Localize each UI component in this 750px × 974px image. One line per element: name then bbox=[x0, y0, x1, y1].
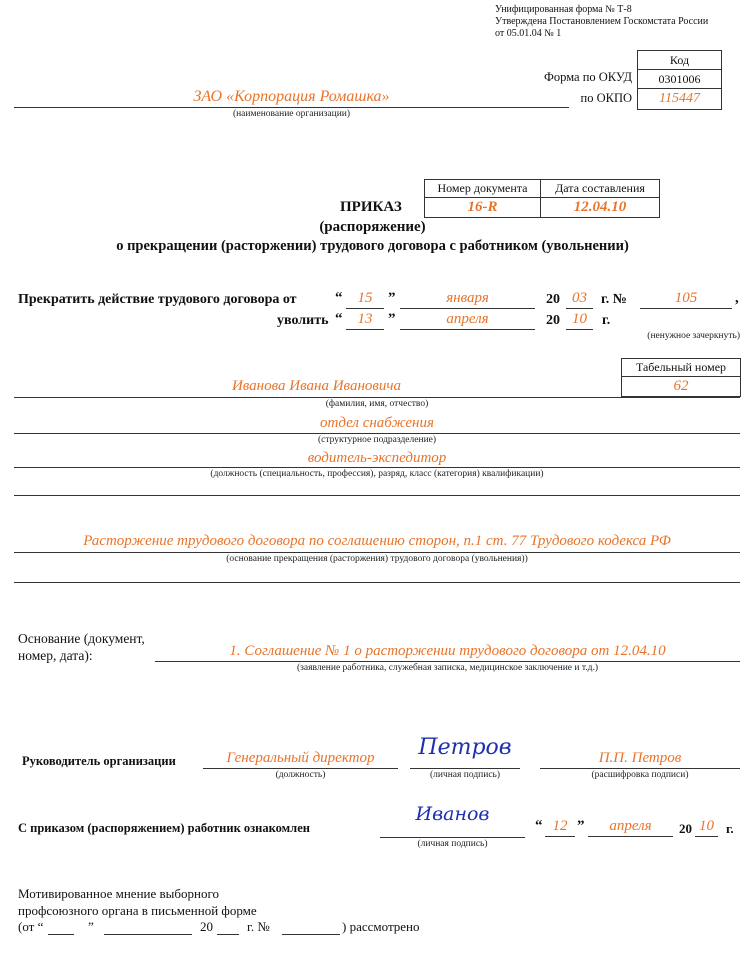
employee-position: водитель-экспедитор bbox=[307, 450, 447, 466]
head-position: Генеральный директор bbox=[226, 750, 375, 766]
union-line3-b: ” bbox=[88, 919, 94, 934]
union-line3-a: (от “ bbox=[18, 919, 44, 934]
tab-number-value: 62 bbox=[622, 377, 741, 397]
termination-ground: Расторжение трудового договора по соглашению сторон, п.1 ст. 77 Трудового кодекса РФ bbox=[83, 533, 671, 549]
contract-number: 105 bbox=[674, 290, 698, 306]
fio-caption: (фамилия, имя, отчество) bbox=[325, 399, 429, 409]
acquainted-label: С приказом (распоряжением) работник ознакомлен bbox=[18, 821, 310, 835]
organization-line bbox=[14, 107, 569, 108]
head-decoding-caption: (расшифровка подписи) bbox=[591, 770, 689, 780]
extra-line bbox=[14, 495, 740, 496]
basis-caption: (заявление работника, служебная записка, медицинское заключение и т.д.) bbox=[296, 663, 599, 673]
organization-caption: (наименование организации) bbox=[232, 109, 351, 119]
acquainted-month-line bbox=[588, 836, 673, 837]
employee-fio: Иванова Ивана Ивановича bbox=[231, 378, 402, 394]
strike-note: (ненужное зачеркнуть) bbox=[647, 331, 740, 341]
rq1: ” bbox=[388, 290, 396, 306]
head-signature-caption: (личная подпись) bbox=[429, 770, 501, 780]
union-year-line bbox=[217, 934, 239, 935]
union-block bbox=[18, 885, 257, 919]
basis-label-line2: номер, дата): bbox=[18, 648, 93, 663]
basis-document: 1. Соглашение № 1 о расторжении трудового договора от 12.04.10 bbox=[229, 643, 666, 659]
head-decoding-line bbox=[540, 768, 740, 769]
g2-label: г. bbox=[602, 313, 611, 328]
acquainted-day: 12 bbox=[552, 818, 568, 834]
union-line3-e: ) рассмотрено bbox=[342, 919, 420, 934]
doc-number-header: Номер документа bbox=[425, 180, 541, 198]
fio-line bbox=[14, 397, 740, 398]
contract-number-line bbox=[640, 308, 732, 309]
lq2: “ bbox=[335, 311, 343, 327]
dismiss-day-line bbox=[346, 329, 384, 330]
comma: , bbox=[735, 290, 739, 306]
kod-header: Код bbox=[638, 51, 722, 70]
okpo-value: 115447 bbox=[638, 89, 722, 110]
acquainted-month: апреля bbox=[609, 818, 652, 834]
head-position-caption: (должность) bbox=[275, 770, 326, 780]
head-label: Руководитель организации bbox=[22, 754, 176, 768]
department-caption: (структурное подразделение) bbox=[317, 435, 437, 445]
basis-label bbox=[18, 630, 145, 664]
form-header-line1: Унифицированная форма № Т-8 bbox=[495, 4, 632, 15]
order-subject: о прекращении (расторжении) трудового договора с работником (увольнении) bbox=[116, 238, 629, 254]
head-decoding: П.П. Петров bbox=[598, 750, 682, 766]
doc-date-header: Дата составления bbox=[541, 180, 660, 198]
doc-number-value: 16-R bbox=[425, 198, 541, 218]
employee-signature-caption: (личная подпись) bbox=[417, 839, 488, 849]
dismiss-month: апреля bbox=[446, 311, 489, 327]
year-prefix2: 20 bbox=[546, 313, 560, 328]
contract-year: 03 bbox=[572, 290, 587, 306]
basis-line bbox=[155, 661, 740, 662]
terminate-label: Прекратить действие трудового договора от bbox=[18, 292, 297, 307]
form-header-line3: от 05.01.04 № 1 bbox=[495, 28, 562, 39]
document-table bbox=[424, 179, 660, 218]
acquainted-year-line bbox=[695, 836, 718, 837]
dismiss-year-line bbox=[566, 329, 593, 330]
head-signature: Петров bbox=[418, 735, 512, 760]
employee-department: отдел снабжения bbox=[320, 415, 434, 431]
ground-line bbox=[14, 552, 740, 553]
basis-label-line1: Основание (документ, bbox=[18, 631, 145, 646]
okud-label: Форма по ОКУД bbox=[544, 70, 632, 84]
ground-extra-line bbox=[14, 582, 740, 583]
contract-year-line bbox=[566, 308, 593, 309]
dismiss-year: 10 bbox=[572, 311, 587, 327]
lq1: “ bbox=[335, 290, 343, 306]
head-signature-line bbox=[410, 768, 520, 769]
union-month-line bbox=[104, 934, 192, 935]
union-line3-d: г. № bbox=[247, 919, 270, 934]
contract-day-line bbox=[346, 308, 384, 309]
tab-number-header: Табельный номер bbox=[622, 359, 741, 377]
contract-day: 15 bbox=[357, 290, 373, 306]
rasp-title: (распоряжение) bbox=[319, 219, 426, 235]
organization-name: ЗАО «Корпорация Ромашка» bbox=[193, 88, 390, 105]
prikaz-title: ПРИКАЗ bbox=[340, 199, 402, 215]
union-line1: Мотивированное мнение выборного bbox=[18, 886, 219, 901]
acq-rq: ” bbox=[577, 818, 585, 834]
year-prefix1: 20 bbox=[546, 292, 560, 307]
form-header bbox=[495, 4, 708, 40]
acquainted-day-line bbox=[545, 836, 575, 837]
position-caption: (должность (специальность, профессия), разряд, класс (категория) квалификации) bbox=[210, 469, 544, 479]
acq-lq: “ bbox=[535, 818, 543, 834]
okpo-label: по ОКПО bbox=[580, 91, 632, 105]
head-position-line bbox=[203, 768, 398, 769]
dismiss-day: 13 bbox=[357, 311, 373, 327]
position-line bbox=[14, 467, 740, 468]
employee-signature: Иванов bbox=[415, 803, 490, 825]
contract-month-line bbox=[400, 308, 535, 309]
acq-year-prefix: 20 bbox=[679, 821, 692, 836]
department-line bbox=[14, 433, 740, 434]
acquainted-year: 10 bbox=[699, 818, 714, 834]
acq-g: г. bbox=[726, 821, 734, 836]
g-num-label: г. № bbox=[601, 292, 627, 307]
union-line3-c: 20 bbox=[200, 919, 213, 934]
tab-number-table bbox=[621, 358, 741, 397]
employee-signature-line bbox=[380, 837, 525, 838]
union-number-line bbox=[282, 934, 340, 935]
contract-month: января bbox=[446, 290, 489, 306]
codes-table bbox=[637, 50, 722, 110]
union-day-line bbox=[48, 934, 74, 935]
doc-date-value: 12.04.10 bbox=[541, 198, 660, 218]
dismiss-label: уволить bbox=[277, 313, 329, 328]
ground-caption: (основание прекращения (расторжения) трудового договора (увольнения)) bbox=[226, 554, 528, 564]
okud-value: 0301006 bbox=[638, 70, 722, 89]
dismiss-month-line bbox=[400, 329, 535, 330]
rq2: ” bbox=[388, 311, 396, 327]
union-line2: профсоюзного органа в письменной форме bbox=[18, 903, 257, 918]
form-header-line2: Утверждена Постановлением Госкомстата России bbox=[495, 16, 709, 27]
